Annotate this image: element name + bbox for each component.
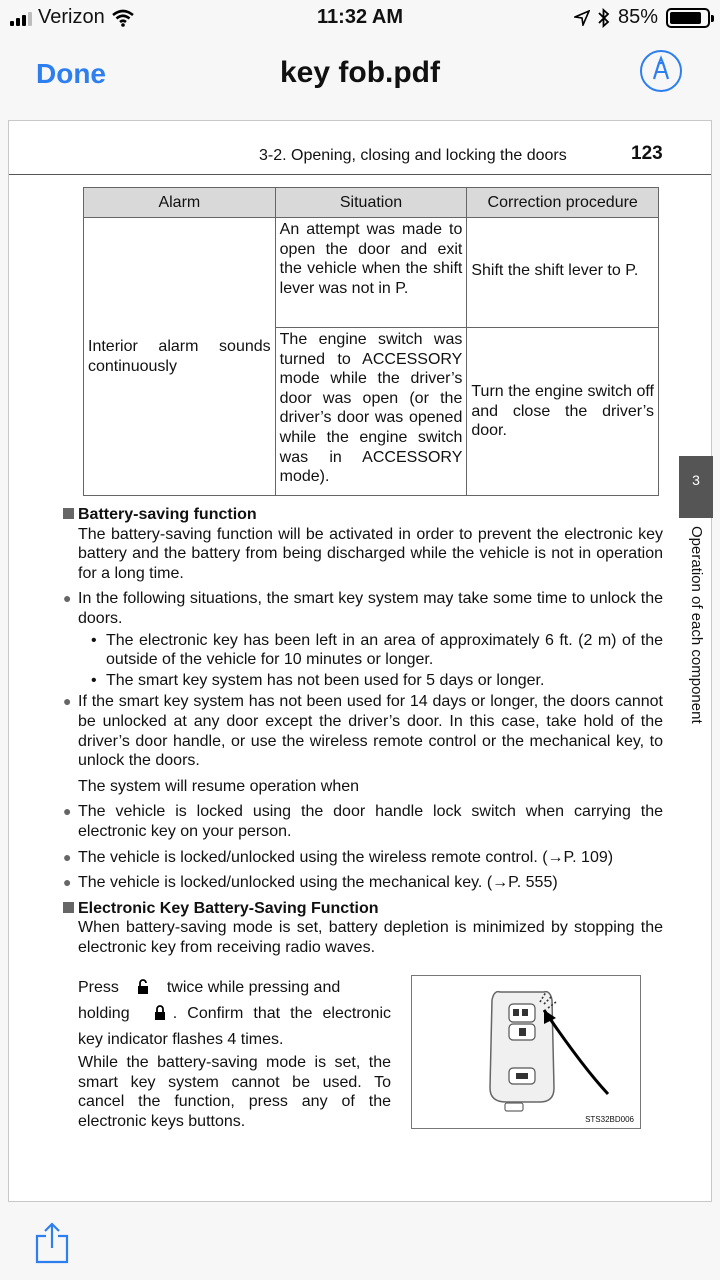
done-button[interactable]: Done bbox=[36, 58, 106, 89]
instruction-word: . Confirm that the electronic key indicator flashes 4 times. bbox=[78, 1005, 391, 1048]
instruction-line bbox=[78, 975, 391, 1001]
sub-list-item bbox=[63, 671, 663, 691]
page-header: 3-2. Opening, closing and locking the doors bbox=[259, 147, 567, 164]
page-number: 123 bbox=[631, 143, 663, 164]
side-label-text: Operation of each component bbox=[688, 526, 705, 724]
side-label bbox=[675, 526, 715, 846]
section-heading bbox=[63, 899, 663, 919]
instruction-word: Press bbox=[78, 979, 119, 996]
header-divider bbox=[9, 174, 711, 175]
figure-id: STS32BD006 bbox=[585, 1115, 634, 1124]
list-item bbox=[63, 873, 663, 893]
nav-bar bbox=[0, 36, 720, 116]
section-title: Electronic Key Battery-Saving Function bbox=[78, 899, 379, 917]
instruction-word: twice while pressing and bbox=[166, 979, 341, 996]
unlock-icon bbox=[137, 977, 148, 991]
correction-cell: Turn the engine switch off and close the driver’s door. bbox=[467, 328, 659, 496]
lock-icon bbox=[154, 1003, 165, 1017]
key-fob-figure bbox=[411, 975, 641, 1129]
alarm-table bbox=[83, 187, 659, 496]
sub-list-item bbox=[63, 631, 663, 670]
key-fob-illustration bbox=[412, 976, 640, 1128]
instruction-text bbox=[78, 975, 391, 1131]
document-title: key fob.pdf bbox=[279, 56, 440, 89]
list-item-text: The vehicle is locked using the door handle lock switch when carrying the electronic key on your person. bbox=[78, 803, 663, 840]
list-item bbox=[63, 692, 663, 770]
small-bullet-icon: • bbox=[91, 671, 97, 689]
instruction-word: holding bbox=[78, 1005, 130, 1022]
situation-cell: An attempt was made to open the door and exit the vehicle when the shift lever was not in P. bbox=[275, 218, 467, 328]
bullet-icon bbox=[63, 589, 78, 628]
column-header-situation: Situation bbox=[275, 188, 467, 218]
list-item-text: The vehicle is locked/unlocked using the wireless remote control. (→P. 109) bbox=[78, 848, 614, 866]
share-button[interactable] bbox=[34, 1222, 70, 1264]
square-bullet-icon bbox=[63, 508, 74, 519]
list-item bbox=[63, 802, 663, 841]
markup-pen-icon bbox=[642, 52, 680, 90]
paragraph: When battery-saving mode is set, battery depletion is minimized by stopping the electronic key from receiving radio waves. bbox=[78, 919, 663, 956]
bottom-toolbar bbox=[0, 1204, 720, 1280]
square-bullet-icon bbox=[63, 902, 74, 913]
section-heading bbox=[63, 505, 663, 525]
table-row bbox=[84, 218, 659, 328]
situation-cell: The engine switch was turned to ACCESSORY mode while the driver’s door was open (or the driver’s door was opened while the engine switch was in ACCESSORY mode). bbox=[275, 328, 467, 496]
bullet-icon bbox=[63, 848, 78, 868]
list-item bbox=[63, 589, 663, 628]
bullet-icon bbox=[63, 692, 78, 770]
instruction-line bbox=[78, 1001, 391, 1053]
battery-icon bbox=[666, 8, 710, 28]
table-header-row bbox=[84, 188, 659, 218]
bullet-icon bbox=[63, 873, 78, 893]
status-right bbox=[574, 6, 710, 29]
markup-button[interactable] bbox=[640, 50, 682, 92]
sub-list-item-text: The electronic key has been left in an area of approximately 6 ft. (2 m) of the outside of the vehicle for 10 minutes or longer. bbox=[106, 631, 663, 669]
bullet-icon bbox=[63, 802, 78, 841]
paragraph: The system will resume operation when bbox=[78, 777, 360, 795]
status-time: 11:32 AM bbox=[317, 6, 403, 28]
alarm-cell: Interior alarm sounds continuously bbox=[84, 218, 276, 496]
column-header-correction: Correction procedure bbox=[467, 188, 659, 218]
bluetooth-icon bbox=[598, 8, 610, 28]
battery-percent: 85% bbox=[617, 6, 658, 28]
sub-list-item-text: The smart key system has not been used for 5 days or longer. bbox=[106, 671, 545, 689]
list-item-text: If the smart key system has not been used for 14 days or longer, the doors cannot be unlocked at any door except the driver’s door. In this case, take hold of the driver’s door handle, or use the wireless remote control or the mechanical key, to unlock the doors. bbox=[78, 693, 663, 770]
location-arrow-icon bbox=[574, 10, 590, 26]
small-bullet-icon: • bbox=[91, 631, 97, 649]
correction-cell: Shift the shift lever to P. bbox=[467, 218, 659, 328]
status-bar bbox=[0, 0, 720, 36]
instruction-paragraph: While the battery-saving mode is set, the smart key system cannot be used. To cancel the function, press any of the electronic keys buttons. bbox=[78, 1054, 391, 1130]
carrier-name: Verizon bbox=[38, 6, 105, 28]
column-header-alarm: Alarm bbox=[84, 188, 276, 218]
section-title: Battery-saving function bbox=[78, 506, 257, 523]
chapter-tab: 3 bbox=[679, 456, 713, 518]
page-body bbox=[63, 505, 663, 957]
list-item-text: The vehicle is locked/unlocked using the mechanical key. (→P. 555) bbox=[78, 874, 558, 892]
paragraph: The battery-saving function will be activated in order to prevent the electronic key battery and the battery from being discharged while the vehicle is not in operation for a long time. bbox=[78, 525, 663, 582]
list-item bbox=[63, 848, 663, 868]
share-icon bbox=[34, 1222, 70, 1264]
pdf-page[interactable] bbox=[8, 120, 712, 1202]
list-item-text: In the following situations, the smart key system may take some time to unlock the doors. bbox=[78, 590, 663, 627]
